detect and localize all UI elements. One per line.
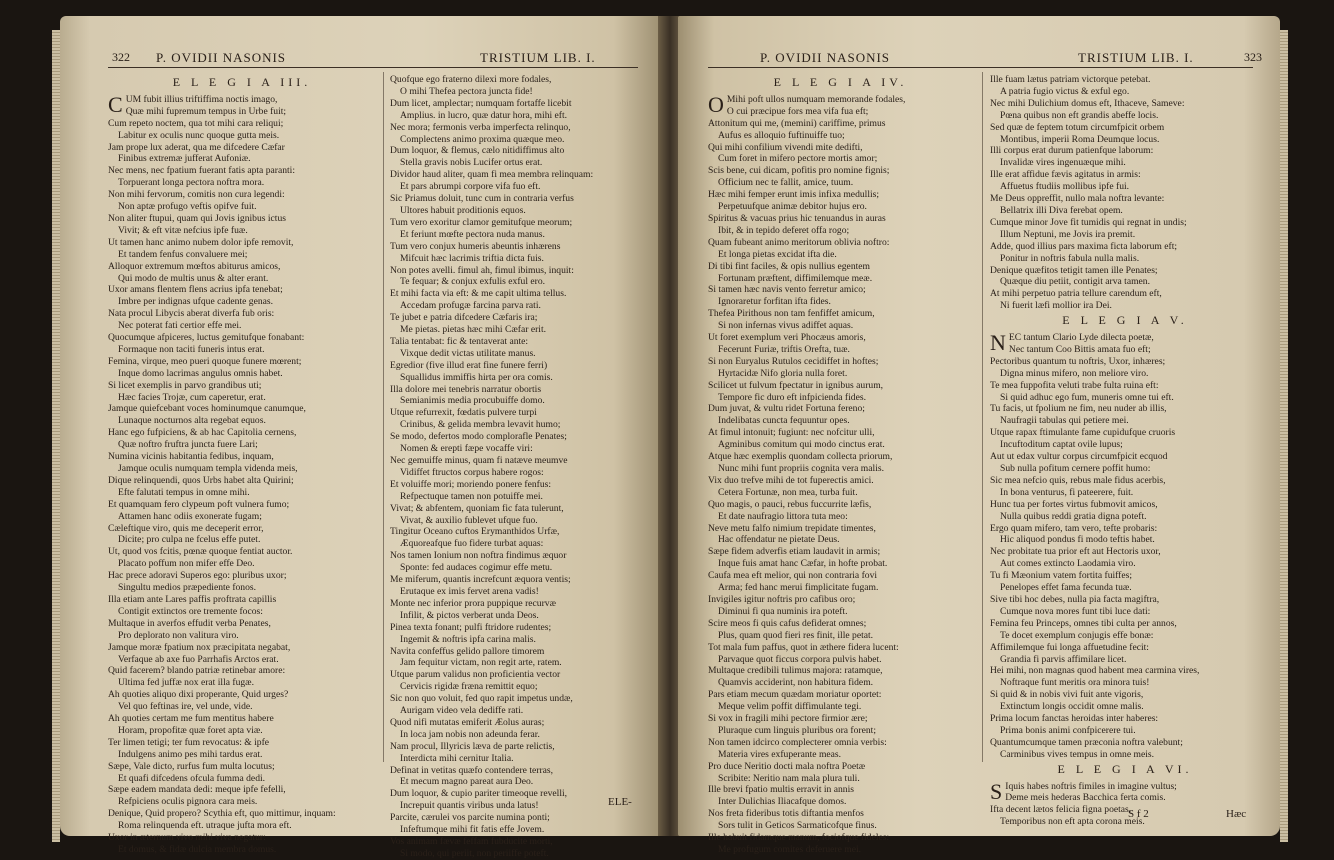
verse-line: Jam prope lux aderat, qua me difcedere Cæfar <box>108 141 285 153</box>
verse-line: Arma; fed hanc merui fimplicitate fugam. <box>718 582 879 594</box>
verse-line: Sæpe eadem mandata dedi: meque ipfe fefelli, <box>108 784 286 796</box>
verse-line: Et mecum magno pareat aura Deo. <box>400 776 534 788</box>
verse-line: Nec mihi Dulichium domus eft, Ithaceve, Sameve: <box>990 97 1185 109</box>
verse-line: Dum licet, amplectar; numquam fortaffe licebit <box>390 97 572 109</box>
verse-line: Iquis habes noftris fimiles in imagine vultus; <box>1005 780 1177 792</box>
verse-line: Squallidus immiffis hirta per ora comis. <box>400 371 553 383</box>
verse-line: Non mihi fervorum, comitis non cura legendi: <box>108 189 285 201</box>
verse-line: Meque velim poffit diffimulante tegi. <box>718 701 862 713</box>
right-column-2 <box>990 74 1260 828</box>
verse-line: Carminibus vives tempus in omne meis. <box>1000 748 1155 760</box>
verse-line: Refpiciens oculis pignora cara meis. <box>118 796 258 808</box>
left-page-edge <box>52 30 60 842</box>
verse-line: Sponte: fed audaces cogimur effe metu. <box>400 562 553 574</box>
verse-line: Non tamen idcirco complecterer omnia verbis: <box>708 736 887 748</box>
verse-line: Se modo, defertos modo complorafle Penates; <box>390 431 567 443</box>
verse-line: Nec mens, nec fpatium fuerant fatis apta paranti: <box>108 165 295 177</box>
verse-line: Atque hæc exemplis quondam collecta priorum, <box>708 451 893 463</box>
verse-line: Ah quoties aliquo dixi properante, Quid urges? <box>108 689 289 701</box>
verse-line: Pars etiam mecum quædam moriatur oportet: <box>708 689 882 701</box>
verse-line: Dique relinquendi, quos Urbs habet alta Quirini; <box>108 474 294 486</box>
verse-line: Te fequar; & conjux exfulis exful ero. <box>400 276 546 288</box>
verse-line: Ibit, & in tepido deferet offa rogo; <box>718 224 850 236</box>
verse-line: Quocumque afpiceres, luctus gemitufque fonabant: <box>108 332 305 344</box>
verse-line: Indulgens animo pes mihi tardus erat. <box>118 748 263 760</box>
left-header-title: TRISTIUM LIB. I. <box>480 50 596 65</box>
verse-line: Hac prece adoravi Superos ego: pluribus uxor; <box>108 570 287 582</box>
verse-line: Ah quoties certam me fum mentitus habere <box>108 713 274 725</box>
verse-line: Complectens animo proxima quæque meo. <box>400 133 565 145</box>
verse-line: Ut tamen hanc animo nubem dolor ipfe removit, <box>108 236 294 248</box>
verse-line: Jamque oculis numquam templa videnda meis, <box>118 463 298 474</box>
verse-line: Sæpe, Vale dicto, rurfus fum multa locutus; <box>108 760 275 772</box>
verse-line: Illa etiam ante Lares paffis proftrata capillis <box>108 593 277 605</box>
verse-line: Hanc ego fufpiciens, & ab hac Capitolia cernens, <box>108 427 297 439</box>
verse-line: A patria fugio victus & exful ego. <box>1000 85 1130 97</box>
verse-line: Si quid & in nobis vivi fuit ante vigoris, <box>990 689 1144 701</box>
verse-line: Ter limen tetigi; ter fum revocatus: & ipfe <box>108 736 270 748</box>
verse-line: Jam fequitur victam, non regit arte, ratem. <box>400 657 562 669</box>
verse-line: Horam, propofitæ quæ foret apta viæ. <box>118 724 263 736</box>
drop-initial: O <box>708 91 724 117</box>
verse-line: Scire meos fi quis cafus defiderat omnes; <box>708 617 867 629</box>
verse-line: Et voluiffe mori; moriendo ponere fenfus: <box>390 478 552 490</box>
open-book <box>60 6 1280 859</box>
verse-line: UM fubit illius triftiffima noctis imago, <box>125 93 278 105</box>
verse-line: Torpuerant longa pectora noftra mora. <box>118 177 265 189</box>
verse-line: Navita confeffus gelido pallore timorem <box>390 645 545 657</box>
verse-line: Sic non quo voluit, fed quo rapit impetus undæ, <box>390 693 573 705</box>
verse-line: Monte nec inferior prora puppique recurvæ <box>390 597 556 609</box>
verse-line: Nec gemuiffe minus, quam fi natæve meumve <box>390 455 568 466</box>
verse-line: Non aliter ftupui, quam qui Jovis ignibus ictus <box>108 212 287 224</box>
verse-line: Aufus es alloquio fuftinuiffe tuo; <box>718 129 845 141</box>
verse-line: Formaque non taciti funeris intus erat. <box>118 343 265 355</box>
verse-line: Neve metu falfo nimium trepidate timentes, <box>708 522 876 534</box>
verse-line: Invigiles igitur noftris pro cafibus oro; <box>708 593 856 605</box>
verse-line: Penelopes effet fama fecunda tuæ. <box>1000 582 1132 594</box>
verse-line: Si quid adhuc ego fum, muneris omne tui eft. <box>1000 391 1174 403</box>
verse-line: Et mihi facta via eft: & me capit ultima tellus. <box>390 288 567 300</box>
verse-line: Nam procul, Illyricis læva de parte relictis, <box>390 740 555 752</box>
verse-line: Nos tamen Ionium non noftra findimus æquor <box>390 550 567 562</box>
verse-line: Egredior (five illud erat fine funere ferri) <box>390 359 548 371</box>
verse-line: Pinea texta fonant; pulfi ftridore rudentes; <box>390 621 552 633</box>
verse-line: Materia vires exfuperante meas. <box>718 748 842 760</box>
verse-line: Vivit; & eft vitæ nefcius ipfe fuæ. <box>118 224 248 236</box>
verse-line: Noftraque funt meritis ora minora tuis! <box>1000 677 1150 689</box>
verse-line: Aut ut edax vultur corpus circumfpicit ecquod <box>990 451 1168 463</box>
verse-line: Pluraque cum linguis pluribus ora forent; <box>718 724 877 736</box>
verse-line: Thefea Pirithous non tam fenfiffet amicum, <box>708 308 875 320</box>
verse-line: Sic mea nefcio quis, rebus male fidus acerbis, <box>990 474 1166 486</box>
left-page-number: 322 <box>112 50 130 64</box>
verse-line: Perpetuufque animæ debitor hujus ero. <box>718 201 867 213</box>
verse-line: Et quamquam fero clypeum poft vulnera fumo; <box>108 498 290 510</box>
verse-line: Dum juvat, & vultu ridet Fortuna fereno; <box>708 403 865 415</box>
verse-line: Uxor amans flentem flens acrius ipfa tenebat; <box>108 284 283 296</box>
left-page <box>60 16 662 859</box>
verse-line: Vos animam fævæ feffam fubducite morti, <box>390 836 553 847</box>
verse-line: Spiritus & vacuas prius hic tenuandus in auras <box>708 212 886 224</box>
verse-line: Quod nifi mutatas emiferit Æolus auras; <box>390 716 545 728</box>
verse-line: Deme meis hederas Bacchica ferta comis. <box>1005 792 1166 804</box>
verse-line: Naufragii tabulas qui petiere mei. <box>1000 415 1129 427</box>
verse-line: Si tamen hæc navis vento ferretur amico; <box>708 284 866 296</box>
verse-line: Illa dolore mei tenebris narratur obortis <box>390 383 542 395</box>
verse-line: Vivat; & abfentem, quoniam fic fata tulerunt, <box>390 502 564 514</box>
left-column-1 <box>108 74 376 856</box>
verse-line: Ut, quod vos fcitis, pœnæ quoque fentiat auctor. <box>108 546 293 558</box>
verse-line: Nunc mihi funt propriis cognita vera malis. <box>718 463 884 474</box>
verse-line: Semianimis media procubuiffe domo. <box>400 395 545 407</box>
verse-line: Quofque ego fraterno dilexi more fodales, <box>390 74 552 85</box>
verse-line: O mihi Thefea pectora juncta fide! <box>400 85 533 97</box>
verse-line: Me miferum, quantis increfcunt æquora ventis; <box>390 574 571 586</box>
verse-line: Inque fuis amat hanc Cæfar, in hofte probat. <box>718 558 888 570</box>
verse-line: Verfaque ab axe fuo Parrhafis Arctos erat. <box>118 653 279 665</box>
verse-line: Parvaque quot ficcus corpora pulvis habet. <box>718 653 882 665</box>
verse-line: Femina feu Princeps, omnes tibi culta per annos, <box>990 617 1177 629</box>
verse-line: Vixque dedit victas utilitate manus. <box>400 347 536 359</box>
verse-line: Increpuit quantis viribus unda latus! <box>400 800 539 812</box>
verse-line: Alloquor extremum mœftos abiturus amicos, <box>108 260 281 272</box>
catchword: Hæc <box>1226 808 1247 820</box>
verse-line: Me Deus oppreffit, nullo mala noftra levante: <box>990 193 1165 205</box>
verse-line: Quæ noftro fruftra juncta fuere Lari; <box>118 439 258 451</box>
drop-initial: N <box>990 330 1006 356</box>
verse-line: Quæ mihi fupremum tempus in Urbe fuit; <box>125 105 287 117</box>
verse-line: Scilicet ut fulvum fpectatur in ignibus aurum, <box>708 379 884 391</box>
verse-line: Dum loquor, & flemus, cælo nitidiffimus alto <box>390 145 565 157</box>
elegy-title: E L E G I A VI. <box>1057 761 1193 776</box>
verse-line: Bellatrix illi Diva ferebat opem. <box>1000 204 1123 216</box>
verse-line: Tingitur Oceano cuftos Erymanthidos Urfæ, <box>390 526 560 538</box>
verse-line: Grandia fi parvis affimilare licet. <box>1000 653 1127 665</box>
verse-line: Femina, virque, meo pueri quoque funere mœrent; <box>108 355 302 367</box>
elegy-title: E L E G I A V. <box>1062 313 1188 328</box>
signature-mark: S f 2 <box>1128 808 1149 820</box>
verse-line: Hac offendatur ne pietate Deus. <box>718 534 840 546</box>
verse-line: Roma relinquenda eft. utraque jufta mora eft. <box>118 820 292 832</box>
verse-line: At fimul intonuit; fugiunt: nec nofcitur ulli, <box>708 427 875 439</box>
verse-line: Sed quæ de feptem totum circumfpicit orbem <box>990 121 1165 133</box>
verse-line: Pectoribus quantum tu noftris, Uxor, inhæres; <box>990 355 1166 367</box>
verse-line: Plus, quam quod fieri res finit, ille petat. <box>718 629 874 641</box>
verse-line: Si licet exemplis in parvo grandibus uti; <box>108 379 262 391</box>
verse-line: Parcite, cærulei vos parcite numina ponti; <box>390 812 550 824</box>
verse-line: Vivat, & auxilio fublevet ufque fuo. <box>400 514 538 526</box>
verse-line: Numina vicinis habitantia fedibus, inquam, <box>108 451 274 463</box>
verse-line: Jamque moræ fpatium nox præcipitata negabat, <box>108 641 291 653</box>
verse-line: Ultores habuit proditionis equos. <box>400 204 526 216</box>
verse-line: Pro duce Neritio docti mala noftra Poetæ <box>708 760 866 772</box>
verse-line: Fecerunt Furiæ, triftis Orefta, tuæ. <box>718 343 850 355</box>
verse-line: Stella gravis nobis Lucifer ortus erat. <box>400 157 543 169</box>
verse-line: Efte falutati tempus in omne mihi. <box>118 486 250 498</box>
verse-line: Et tandem fenfus convaluere mei; <box>118 248 248 260</box>
verse-line: Pœna quibus non eft grandis abeffe locis. <box>1000 109 1159 121</box>
verse-line: Prima locum fanctas heroidas inter haberes: <box>990 713 1159 725</box>
verse-line: Nulla quibus reddi gratia digna poteft. <box>1000 510 1147 522</box>
verse-line: Vel quo feftinas ire, vel unde, vide. <box>118 701 253 713</box>
verse-line: At mihi perpetuo patria tellure carendum eft, <box>990 288 1162 300</box>
verse-line: Extinctum longis occidit omne malis. <box>1000 701 1144 713</box>
verse-line: Interdicta mihi cernitur Italia. <box>400 752 514 764</box>
verse-line: Hæc facies Trojæ, cum caperetur, erat. <box>118 391 266 403</box>
verse-line: Et feriunt mœfte pectora nuda manus. <box>400 228 545 240</box>
verse-line: Placato poffum non mifer effe Deo. <box>118 558 255 570</box>
verse-line: Jamque quiefcebant voces hominumque canumque, <box>108 403 306 415</box>
verse-line: Utque refurrexit, fœdatis pulvere turpi <box>390 407 537 419</box>
verse-line: Cæleftique viro, quis me deceperit error, <box>108 522 264 534</box>
verse-line: Me pietas. pietas hæc mihi Cæfar erit. <box>400 324 547 336</box>
verse-line: Vidiffet ftructos corpus habere rogos: <box>400 466 544 478</box>
verse-line: Erutaque ex imis fervet arena vadis! <box>400 585 539 597</box>
verse-line: Quam fubeant animo meritorum oblivia noftro: <box>708 236 890 248</box>
drop-initial: S <box>990 778 1003 804</box>
verse-line: Mihi poft ullos numquam memorande fodales, <box>726 93 906 105</box>
verse-line: Dum loquor, & cupio pariter timeoque revelli, <box>390 788 568 800</box>
verse-line: Non aptæ profugo veftis opifve fuit. <box>118 201 257 213</box>
verse-line: Di tibi fint faciles, & opis nullius egentem <box>708 260 871 272</box>
verse-line: Ignoraretur forfitan ifta fides. <box>718 296 831 308</box>
verse-line: Hic aliquod pondus fi modo teftis habet. <box>1000 534 1155 546</box>
verse-line: Tum vero exoritur clamor gemitufque meorum; <box>390 216 573 228</box>
verse-line: Officium nec te fallit, amice, tuum. <box>718 177 854 189</box>
verse-line: EC tantum Clario Lyde dilecta poetæ, <box>1008 332 1154 344</box>
verse-line: Non potes avelli. fimul ah, fimul ibimus, inquit: <box>390 264 574 276</box>
verse-line: Multaque in averfos effudit verba Penates, <box>108 617 271 629</box>
verse-line: Qui mihi confilium vivendi mite dedifti, <box>708 141 863 153</box>
drop-initial: C <box>108 91 123 117</box>
verse-line: Nos freta fideribus totis diftantia menfos <box>708 808 864 820</box>
verse-line: Montibus, imperii Roma Deumque locus. <box>1000 133 1160 145</box>
verse-line: Imbre per indignas ufque cadente genas. <box>118 296 274 308</box>
verse-line: Nec mora; fermonis verba imperfecta relinquo, <box>390 121 571 133</box>
verse-line: Attamen hanc odiis exonerate fugam; <box>118 510 262 522</box>
verse-line: Uxor in æternum vivo mihi viva negatur: <box>108 832 266 844</box>
verse-line: Nec tantum Coo Bittis amata fuo eft; <box>1008 343 1151 355</box>
verse-line: Quid facerem? blando patriæ retinebar amore: <box>108 665 286 677</box>
verse-line: Ingemit & noftris ipfa carina malis. <box>400 633 536 645</box>
verse-line: Talia tentabat: fic & tentaverat ante: <box>390 335 529 347</box>
verse-line: Prima bonis animi confpicerere tui. <box>1000 724 1136 736</box>
verse-line: Tu facis, ut fpolium ne fim, neu nuder ab illis, <box>990 403 1167 415</box>
verse-line: Hei mihi, non magnas quod habent mea carmina vires, <box>990 665 1200 677</box>
verse-line: Nomen & erepti fæpe vocaffe viri: <box>400 443 533 455</box>
verse-line: Singultu medios præpediente fonos. <box>118 582 257 594</box>
verse-line: Cetera Fortunæ, non mea, turba fuit. <box>718 486 858 498</box>
verse-line: Nata procul Libycis aberat diverfa fub oris: <box>108 308 275 320</box>
verse-line: Et quafi difcedens ofcula fumma dedi. <box>118 772 266 784</box>
verse-line: Tu fi Mæonium vatem fortita fuiffes; <box>990 570 1133 582</box>
verse-line: Si modo, qui periit, non periiffe poteft. <box>400 847 549 859</box>
verse-line: Ille erat affidue fævis agitatus in armis: <box>990 169 1141 181</box>
verse-line: Finibus extremæ jufferat Aufoniæ. <box>118 153 251 165</box>
verse-line: Si vox in fragili mihi pectore firmior ære; <box>708 713 868 725</box>
verse-line: Qui modo de multis unus & alter erant. <box>118 272 269 284</box>
verse-line: Denique, Quid propero? Scythia eft, quo mittimur, inquam: <box>108 808 336 820</box>
verse-line: Hæc mihi femper erunt imis infixa medullis; <box>708 189 880 201</box>
verse-line: Utque rapax ftimulante fame cupidufque cruoris <box>990 427 1176 439</box>
verse-line: Tempore fic duro eft infpicienda fides. <box>718 391 866 403</box>
verse-line: Crinibus, & gelida membra levavit humo; <box>400 419 561 431</box>
verse-line: Te mea fuppofita veluti trabe fulta ruina eft: <box>990 379 1159 391</box>
verse-line: Inque domo lacrimas angulus omnis habet. <box>118 367 283 379</box>
verse-line: Te jubet e patria difcedere Cæfaris ira; <box>390 312 538 324</box>
column-divider <box>982 72 983 762</box>
verse-line: Refpectuque tamen non potuiffe mei. <box>400 490 543 502</box>
verse-line: Invalidæ vires ingenuæque mihi. <box>1000 157 1126 169</box>
verse-line: Dicite; pro culpa ne fcelus effe putet. <box>118 534 261 546</box>
verse-line: Quæque diu petiit, contigit arva tamen. <box>1000 276 1151 288</box>
left-column-2 <box>390 74 652 860</box>
verse-line: Sæpe fidem adverfis etiam laudavit in armis; <box>708 546 881 558</box>
elegy-title: E L E G I A III. <box>172 75 312 89</box>
right-header-title: TRISTIUM LIB. I. <box>1078 50 1194 65</box>
column-divider <box>383 72 384 762</box>
verse-line: Et pars abrumpi corpore vifa fuo eft. <box>400 181 541 193</box>
verse-line: Ni fuerit læfi mollior ira Dei. <box>1000 300 1112 312</box>
left-header-rule <box>108 67 638 68</box>
verse-line: Cervicis rigidæ fræna remittit equo; <box>400 681 538 693</box>
verse-line: Quo magis, o pauci, rebus fuccurrite læfis, <box>708 498 872 510</box>
verse-line: Inter Dulichias Iliacafque domos. <box>718 796 847 808</box>
verse-line: Cumque nova mores funt tibi luce dati: <box>1000 605 1151 617</box>
verse-line: Amplius. in lucro, quæ datur hora, mihi eft. <box>400 109 568 121</box>
verse-line: Æquoreafque fuo fidere turbat aquas: <box>400 538 544 550</box>
verse-line: Digna minus mifero, non meliore viro. <box>1000 367 1149 379</box>
verse-line: Indelibatas cuncta fequuntur opes. <box>718 415 850 427</box>
elegy-title: E L E G I A IV. <box>773 75 908 89</box>
verse-line: Sub nulla pofitum cernere poffit humo: <box>1000 463 1151 474</box>
verse-line: Affuetus ftudiis mollibus ipfe fui. <box>1000 181 1130 193</box>
verse-line: Vix duo trefve mihi de tot fuperectis amici. <box>708 474 874 486</box>
verse-line: Illi corpus erat durum patienfque laborum: <box>990 145 1154 157</box>
verse-line: Contigit extinctos ore tremente focos: <box>118 605 263 617</box>
verse-line: Cum repeto noctem, qua tot mihi cara reliqui; <box>108 117 284 129</box>
verse-line: Te docet exemplum conjugis effe bonæ: <box>1000 629 1154 641</box>
verse-line: Attonitum qui me, (memini) cariffime, primus <box>708 117 886 129</box>
verse-line: Tot mala fum paffus, quot in æthere fidera lucent: <box>708 641 899 653</box>
verse-line: Scribite: Neritio nam mala plura tuli. <box>718 772 860 784</box>
verse-line: Cum foret in mifero pectore mortis amor; <box>718 153 878 165</box>
verse-line: Me profugum comites deferuere mei. <box>718 844 862 855</box>
verse-line: Ille brevi fpatio multis erravit in annis <box>708 784 855 796</box>
catchword: ELE- <box>608 796 632 808</box>
verse-line: Temporibus non eft apta corona meis. <box>1000 816 1145 828</box>
verse-line: Incuftoditum captat ovile lupus; <box>1000 439 1123 451</box>
verse-line: Diminui fi qua numinis ira poteft. <box>718 605 848 617</box>
verse-line: Sic Priamus doluit, tunc cum in contraria verfus <box>390 193 574 205</box>
verse-line: Aut comes extincto Laodamia viro. <box>1000 558 1136 570</box>
verse-line: Sive tibi hoc debes, nulla pia facta magiftra, <box>990 593 1160 605</box>
verse-line: Agminibus comitum qui modo cinctus erat. <box>718 439 885 451</box>
verse-line: Infilit, & pictos verberat unda Deos. <box>400 609 539 621</box>
verse-line: Ultima fed juffæ nox erat illa fugæ. <box>118 677 254 689</box>
verse-line: Et domus, & fidæ dulcia membra domus. <box>118 844 277 855</box>
verse-line: Quamvis acciderint, non habitura fidem. <box>718 677 874 689</box>
verse-line: Fortunam præftent, diffimilemque meæ. <box>718 272 873 284</box>
verse-line: Ponitur in noftris fabula nulla malis. <box>1000 252 1140 264</box>
verse-line: Hunc tua per fortes virtus fubmovit amicos, <box>990 498 1158 510</box>
right-page-edge <box>1280 30 1288 842</box>
verse-line: Affimilemque fui longa affuetudine fecit: <box>990 641 1149 653</box>
verse-line: Ergo quam mifero, tam vero, tefte probaris: <box>990 522 1158 534</box>
verse-line: Lunaque nocturnos alta regebat equos. <box>118 415 266 427</box>
verse-line: Si non Euryalus Rutulos cecidiffet in hoftes; <box>708 355 879 367</box>
verse-line: Definat in vetitas quæfo contendere terras, <box>390 764 554 776</box>
right-header-rule <box>708 67 1253 68</box>
verse-line: Hyrtacidæ Nifo gloria nulla foret. <box>718 367 848 379</box>
verse-line: Nec probitate tua prior eft aut Hectoris uxor, <box>990 546 1161 558</box>
verse-line: Multaque credibili tulimus majora: ratamque, <box>708 665 883 677</box>
left-header-author: P. OVIDII NASONIS <box>156 50 287 65</box>
verse-line: Aurigam video vela dediffe rati. <box>400 705 524 717</box>
verse-line: Tum vero conjux humeris abeuntis inhærens <box>390 240 561 252</box>
verse-line: Si non infernas vivus adiffet aquas. <box>718 320 854 332</box>
verse-line: Ifta decent lætos felicia figna poetas. <box>990 804 1132 816</box>
verse-line: Utque parum validus non proficientia vector <box>390 669 561 681</box>
verse-line: Labitur ex oculis nunc quoque gutta meis. <box>118 129 280 141</box>
verse-line: Et longa pietas excidat ifta die. <box>718 248 837 260</box>
verse-line: Quantumcumque tamen præconia noftra valebunt; <box>990 736 1183 748</box>
right-header-author: P. OVIDII NASONIS <box>760 50 891 65</box>
verse-line: Ille fuam lætus patriam victorque petebat. <box>990 74 1151 85</box>
verse-line: Ut foret exemplum veri Phocæus amoris, <box>708 332 866 344</box>
verse-line: Dividor haud aliter, quam fi mea membra relinquam: <box>390 169 594 181</box>
verse-line: Denique quæfitos tetigit tamen ille Penates; <box>990 264 1158 276</box>
verse-line: Accedam profugæ farcina parva rati. <box>400 300 541 312</box>
verse-line: Ille habuit fidamque manum, fociofque fideles: <box>708 832 890 844</box>
right-page <box>678 16 1280 855</box>
verse-line: Nec poterat fati certior effe mei. <box>118 320 242 332</box>
verse-line: Infeftumque mihi fit fatis effe Jovem. <box>400 824 545 836</box>
verse-line: In bona venturus, fi pateerere, fuit. <box>1000 486 1134 498</box>
verse-line: Pro deplorato non valitura viro. <box>118 629 239 641</box>
verse-line: In loca jam nobis non adeunda ferar. <box>400 728 540 740</box>
verse-line: Adde, quod illius pars maxima ficta laborum eft; <box>990 240 1178 252</box>
right-column-1 <box>708 74 973 856</box>
verse-line: Mifcuit hæc lacrimis triftia dicta fuis. <box>400 252 544 264</box>
verse-line: O cui præcipue fors mea vifa fua eft; <box>726 105 869 117</box>
verse-line: Scis bene, cui dicam, pofitis pro nomine fignis; <box>708 165 890 177</box>
verse-line: Sors tulit in Geticos Sarmaticofque finus. <box>718 820 877 832</box>
verse-line: Et date naufragio littora tuta meo: <box>718 510 848 522</box>
verse-line: Illum Neptuni, me Jovis ira premit. <box>1000 228 1136 240</box>
right-page-number: 323 <box>1244 50 1262 64</box>
verse-line: Caufa mea eft melior, qui non contraria fovi <box>708 570 878 582</box>
verse-line: Cumque minor Jove fit tumidis qui regnat in undis; <box>990 216 1187 228</box>
